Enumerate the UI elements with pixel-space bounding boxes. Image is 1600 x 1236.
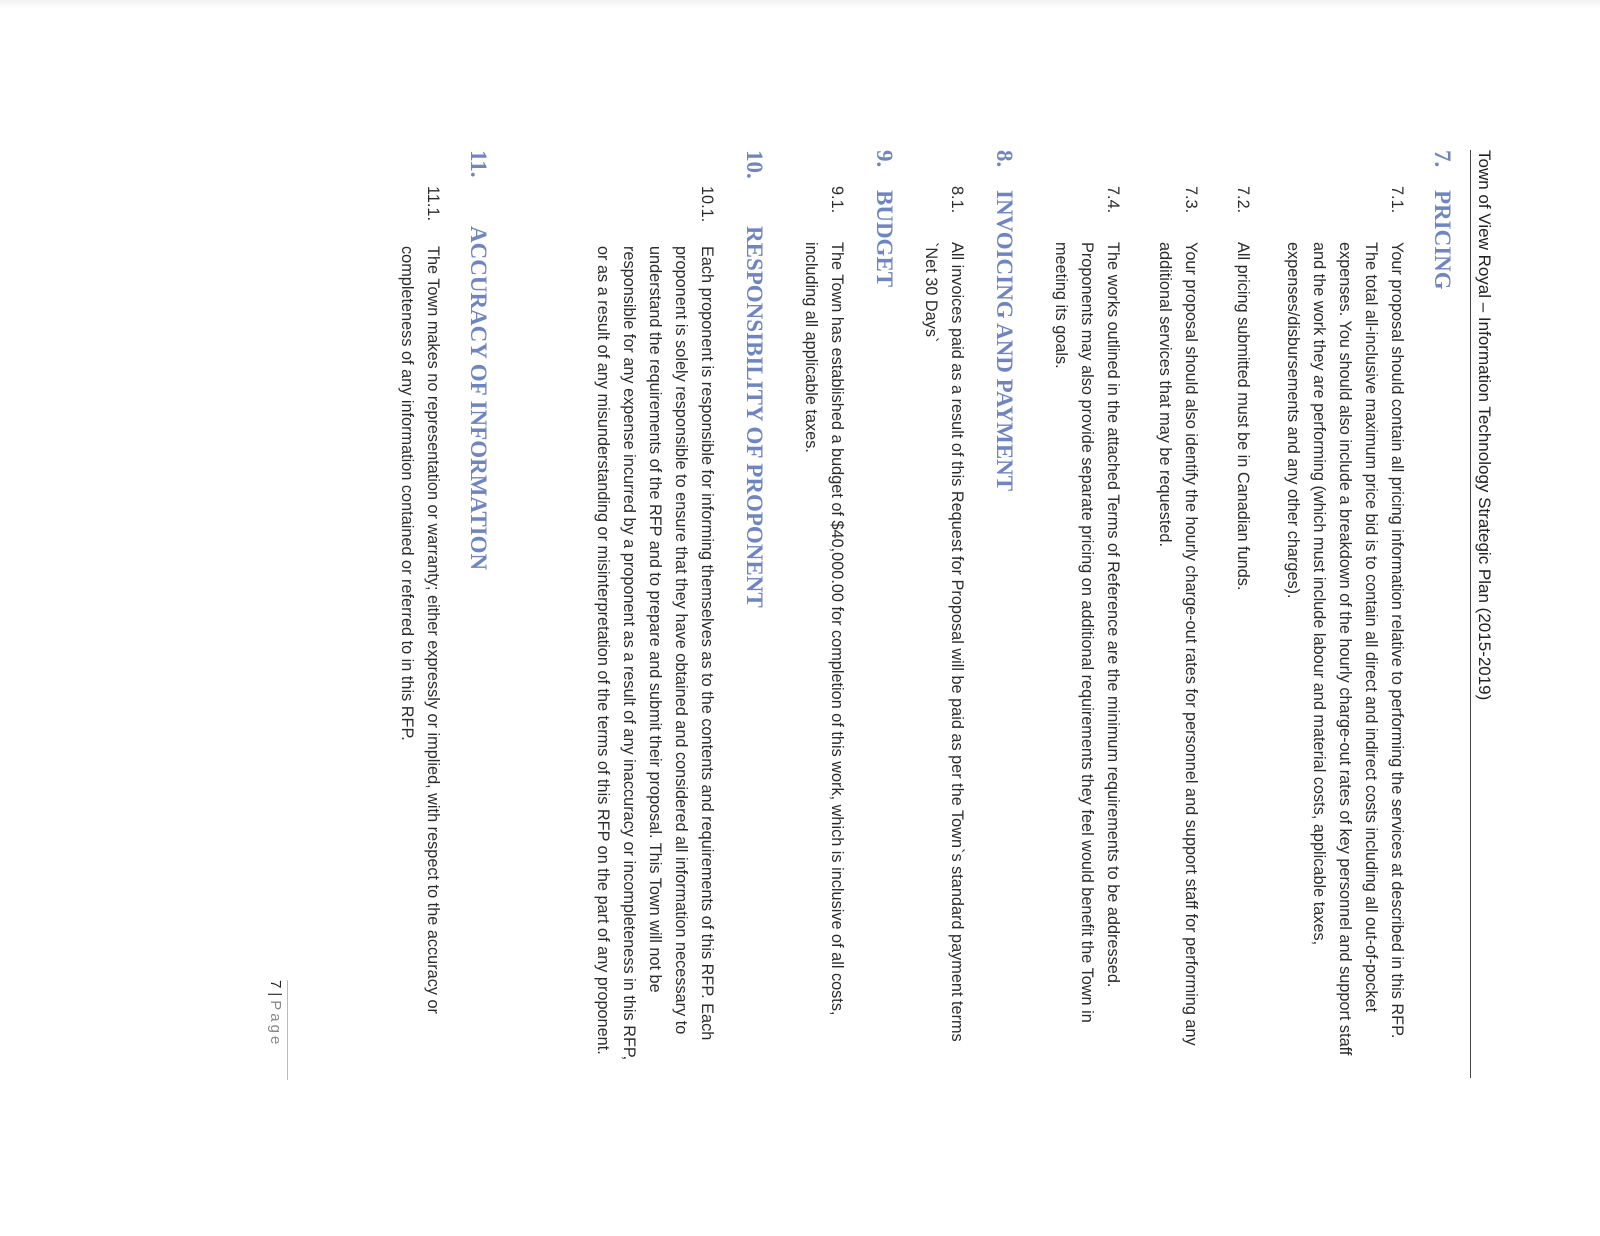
clause-9-1: [798, 186, 850, 1078]
section-title: RESPONSIBILITY OF PROPONENT: [742, 226, 767, 608]
clause-text: The works outlined in the attached Terms of Reference are the minimum requirements to be addressed. Proponents may also provide separate pricing on additional requirements they feel would benefit the Town in meeting its goals.: [1052, 242, 1122, 1023]
section-heading-budget: [870, 150, 898, 550]
section-title: PRICING: [1430, 190, 1455, 290]
clause-text: Each proponent is responsible for informing themselves as to the contents and requirements of this RFP. Each proponent is solely responsible to ensure that they have obtained and considered all information necessary to understand the requirements of the RFP and to prepare and submit their proposal. This Town will not be responsible for any expense incurred by a proponent as a result of any inaccuracy or incompleteness in this RFP, or as a result of any misunderstanding or misinterpretation of the terms of this RFP on the part of any proponent.: [594, 246, 716, 1061]
section-heading-accuracy-of-information: [464, 150, 492, 750]
clause-10-1: [560, 186, 720, 1078]
section-number: 7.: [1430, 150, 1455, 168]
clause-7-1: [1275, 186, 1410, 1078]
page-label: Page: [267, 1000, 284, 1048]
section-title: INVOICING AND PAYMENT: [992, 190, 1017, 492]
rotated-document-page: [208, 150, 1498, 1080]
clause-text: The Town has established a budget of $40,000.00 for completion of this work, which is inclusive of all costs, including all applicable taxes.: [802, 242, 846, 1016]
clause-text: Your proposal should also identify the hourly charge-out rates for personnel and support staff for performing any additional services that may be requested.: [1156, 242, 1200, 1046]
section-title: ACCURACY OF INFORMATION: [466, 226, 491, 571]
section-number: 10.: [742, 150, 767, 179]
document-header: Town of View Royal – Information Technology Strategic Plan (2015-2019): [1470, 150, 1498, 1078]
clause-text: All pricing submitted must be in Canadian funds.: [1234, 242, 1252, 591]
clause-number: 11.1.: [424, 186, 442, 222]
clause-7-3: [1152, 186, 1204, 1078]
clause-number: 8.1.: [948, 186, 966, 214]
section-heading-pricing: [1428, 150, 1456, 550]
clause-text: Your proposal should contain all pricing information relative to performing the services at described in this RFP. The total all-inclusive maximum price bid is to contain all direct and indirect costs including all out-of-pocket expenses. You should also include a breakdown of the hourly charge-out rates of key personnel and support staff and the work they are performing (which must include labour and material costs, applicable taxes, expenses/disbursements and any other charges).: [1284, 242, 1406, 1056]
section-title: BUDGET: [872, 190, 897, 288]
clause-number: 9.1.: [828, 186, 846, 214]
clause-text: All invoices paid as a result of this Request for Proposal will be paid as per the Town`s standard payment terms `Net 30 Days`: [922, 242, 966, 1042]
footer-separator: |: [267, 992, 284, 997]
scan-edge: [0, 0, 1600, 8]
clause-7-2: [1230, 186, 1256, 1078]
section-number: 11.: [466, 150, 491, 178]
section-number: 8.: [992, 150, 1017, 168]
clause-11-1: [394, 186, 446, 1078]
clause-number: 7.2.: [1234, 186, 1252, 214]
section-heading-invoicing-and-payment: [990, 150, 1018, 650]
clause-text: The Town makes no representation or warranty; either expressly or implied, with respect to the accuracy or completeness of any information contained or referred to in this RFP.: [398, 246, 442, 1014]
clause-number: 7.3.: [1182, 186, 1200, 214]
section-heading-responsibility-of-proponent: [740, 150, 768, 750]
clause-number: 10.1.: [698, 186, 716, 223]
page-footer: [267, 980, 288, 1080]
clause-7-4: [1046, 186, 1126, 1078]
clause-number: 7.4.: [1104, 186, 1122, 214]
clause-8-1: [918, 186, 970, 1078]
section-number: 9.: [872, 150, 897, 168]
clause-number: 7.1.: [1388, 186, 1406, 214]
page-number: 7: [267, 980, 284, 989]
